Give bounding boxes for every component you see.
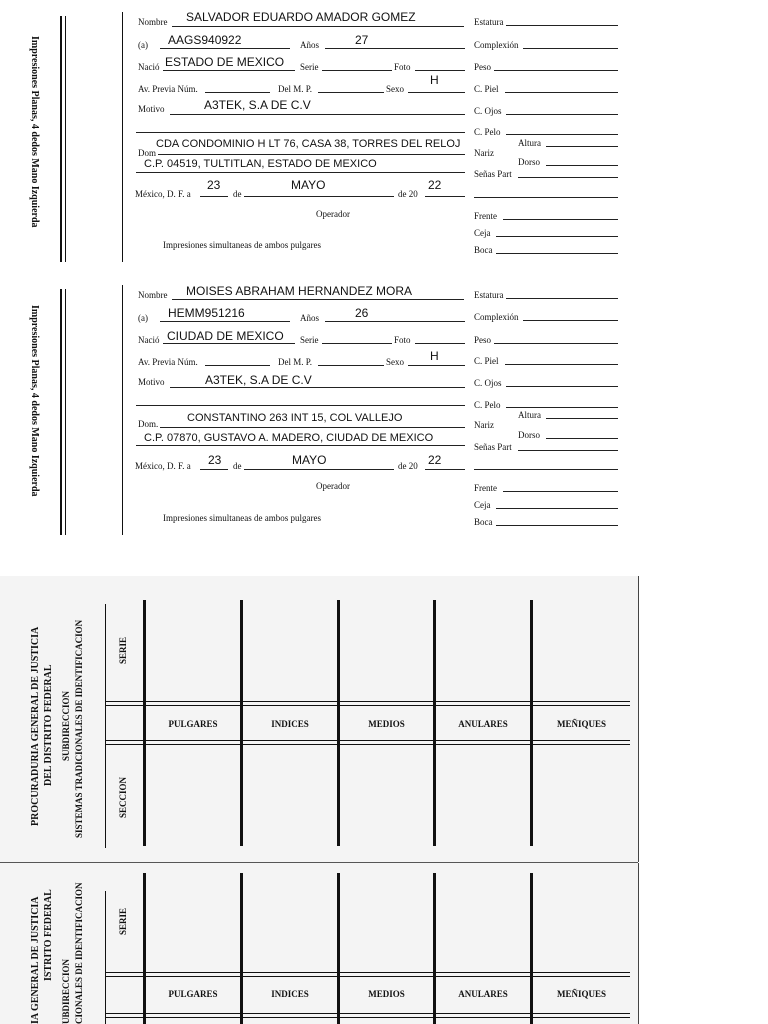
side-label: Impresiones Planas, 4 dedos Mano Izquierda — [29, 36, 40, 228]
mes-value: MAYO — [291, 178, 326, 192]
cojos-label: C. Ojos — [474, 378, 502, 388]
peso-label: Peso — [474, 335, 492, 345]
mes-value: MAYO — [292, 453, 327, 467]
serie-label: SERIE — [118, 907, 128, 935]
finger-header: ANULARES — [458, 989, 508, 999]
serie-label: SERIE — [118, 636, 128, 664]
divider-bar — [65, 289, 66, 535]
finger-header: PULGARES — [168, 719, 218, 729]
org-line-1: IA GENERAL DE JUSTICIA — [30, 896, 41, 1024]
motivo-value: A3TEK, S.A DE C.V — [205, 373, 312, 387]
alias-label: (a) — [138, 40, 148, 50]
org-line-2: DEL DISTRITO FEDERAL — [43, 664, 54, 786]
divider-bar — [65, 16, 66, 262]
fingerprint-card-1 — [0, 576, 639, 862]
sexo-label: Sexo — [386, 84, 404, 94]
nacio-label: Nació — [138, 62, 160, 72]
ceja-label: Ceja — [474, 500, 491, 510]
dia-value: 23 — [207, 178, 221, 192]
finger-header: ANULARES — [458, 719, 508, 729]
motivo-value: A3TEK, S.A DE C.V — [204, 98, 311, 112]
dom-label: Dom. — [138, 419, 159, 429]
nombre-label: Nombre — [138, 290, 168, 300]
nacio-value: ESTADO DE MEXICO — [165, 55, 285, 69]
senas-label: Señas Part — [474, 442, 512, 452]
boca-label: Boca — [474, 245, 493, 255]
previa-label: Av. Previa Núm. — [138, 84, 198, 94]
serie-label: Serie — [300, 62, 319, 72]
dom1-value: CDA CONDOMINIO H LT 76, CASA 38, TORRES DEL RELOJ — [156, 138, 461, 150]
alias-value: HEMM951216 — [168, 306, 245, 320]
sub-line-1: UBDIRECCION — [61, 958, 71, 1024]
peso-label: Peso — [474, 62, 492, 72]
finger-header: MEDIOS — [368, 989, 405, 999]
motivo-label: Motivo — [138, 104, 165, 114]
anos-value: 27 — [355, 33, 369, 47]
divider-bar — [60, 16, 62, 262]
org-line-2: ISTRITO FEDERAL — [43, 889, 54, 981]
frente-label: Frente — [474, 483, 497, 493]
simultaneas-label: Impresiones simultaneas de ambos pulgares — [163, 513, 321, 523]
nacio-value: CIUDAD DE MEXICO — [167, 329, 284, 343]
sub-line-2: CIONALES DE IDENTIFICACION — [74, 882, 84, 1024]
finger-header: INDICES — [271, 719, 309, 729]
dorso-label: Dorso — [518, 157, 540, 167]
alias-label: (a) — [138, 313, 148, 323]
operador-label: Operador — [316, 209, 350, 219]
anos-label: Años — [300, 313, 320, 323]
estatura-label: Estatura — [474, 290, 504, 300]
finger-header: MEÑIQUES — [556, 719, 606, 729]
dom-label: Dom — [138, 148, 156, 158]
de-label: de — [233, 189, 242, 199]
delmp-label: Del M. P. — [278, 84, 313, 94]
estatura-label: Estatura — [474, 17, 504, 27]
motivo-label: Motivo — [138, 377, 165, 387]
altura-label: Altura — [518, 138, 541, 148]
cojos-label: C. Ojos — [474, 106, 502, 116]
operador-label: Operador — [316, 481, 350, 491]
nariz-label: Nariz — [474, 148, 494, 158]
foto-label: Foto — [394, 335, 411, 345]
seccion-label: SECCION — [118, 776, 128, 818]
simultaneas-label: Impresiones simultaneas de ambos pulgares — [163, 240, 321, 250]
fingerprint-card-2 — [0, 863, 639, 1024]
alias-value: AAGS940922 — [168, 33, 242, 47]
finger-header: MEDIOS — [368, 719, 405, 729]
nacio-label: Nació — [138, 335, 160, 345]
sexo-value: H — [430, 349, 439, 363]
sexo-label: Sexo — [386, 357, 404, 367]
anio-value: 22 — [428, 178, 442, 192]
senas-label: Señas Part — [474, 169, 512, 179]
dom2-value: C.P. 04519, TULTITLAN, ESTADO DE MEXICO — [144, 158, 377, 170]
form-card-2 — [0, 273, 768, 543]
nombre-label: Nombre — [138, 17, 168, 27]
de-label: de — [233, 461, 242, 471]
frente-label: Frente — [474, 211, 497, 221]
divider-bar — [122, 285, 123, 535]
dom1-value: CONSTANTINO 263 INT 15, COL VALLEJO — [187, 412, 403, 424]
foto-label: Foto — [394, 62, 411, 72]
cpiel-label: C. Piel — [474, 356, 499, 366]
cpelo-label: C. Pelo — [474, 400, 501, 410]
mexico-label: México, D. F. a — [135, 189, 191, 199]
anos-value: 26 — [355, 306, 369, 320]
dorso-label: Dorso — [518, 430, 540, 440]
dom2-value: C.P. 07870, GUSTAVO A. MADERO, CIUDAD DE MEXICO — [144, 432, 434, 444]
mexico-label: México, D. F. a — [135, 461, 191, 471]
de20-label: de 20 — [398, 189, 418, 199]
nombre-value: SALVADOR EDUARDO AMADOR GOMEZ — [186, 10, 416, 24]
sexo-value: H — [430, 73, 439, 87]
boca-label: Boca — [474, 517, 493, 527]
dia-value: 23 — [208, 453, 222, 467]
finger-header: PULGARES — [168, 989, 218, 999]
anos-label: Años — [300, 40, 320, 50]
cpiel-label: C. Piel — [474, 84, 499, 94]
ceja-label: Ceja — [474, 228, 491, 238]
anio-value: 22 — [428, 453, 442, 467]
sub-line-2: SISTEMAS TRADICIONALES DE IDENTIFICACION — [74, 619, 84, 838]
finger-header: INDICES — [271, 989, 309, 999]
nariz-label: Nariz — [474, 420, 494, 430]
delmp-label: Del M. P. — [278, 357, 313, 367]
side-label: Impresiones Planas, 4 dedos Mano Izquierda — [29, 305, 40, 497]
sub-line-1: SUBDIRECCION — [61, 690, 71, 761]
serie-label: Serie — [300, 335, 319, 345]
divider-bar — [122, 12, 123, 262]
complexion-label: Complexión — [474, 40, 519, 50]
cpelo-label: C. Pelo — [474, 127, 501, 137]
org-line-1: PROCURADURIA GENERAL DE JUSTICIA — [30, 626, 41, 826]
de20-label: de 20 — [398, 461, 418, 471]
nombre-value: MOISES ABRAHAM HERNANDEZ MORA — [186, 284, 413, 298]
form-card-1 — [0, 0, 768, 270]
altura-label: Altura — [518, 410, 541, 420]
previa-label: Av. Previa Núm. — [138, 357, 198, 367]
divider-bar — [60, 289, 62, 535]
complexion-label: Complexión — [474, 312, 519, 322]
finger-header: MEÑIQUES — [556, 989, 606, 999]
